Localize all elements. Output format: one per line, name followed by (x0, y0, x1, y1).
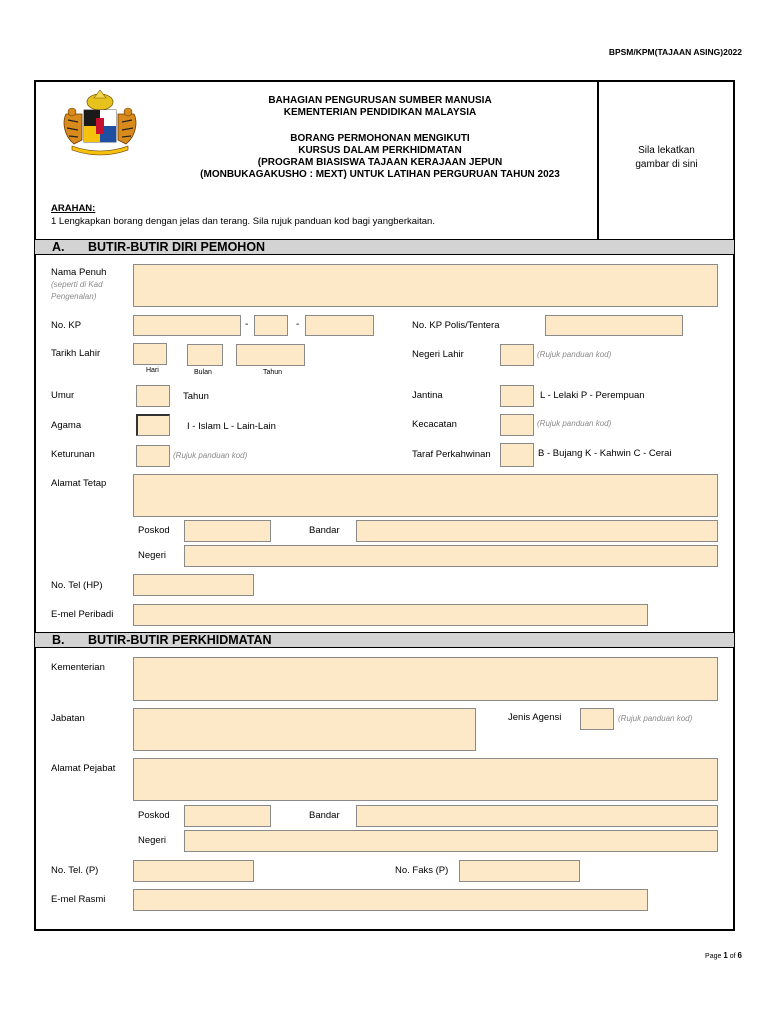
tel-hp-field[interactable] (133, 574, 254, 596)
page-current: 1 (723, 951, 728, 960)
emel-rasmi-field[interactable] (133, 889, 648, 911)
form-title-1: BORANG PERMOHONAN MENGIKUTI (290, 133, 470, 144)
faks-field[interactable] (459, 860, 580, 882)
section-a-header (35, 239, 734, 255)
poskod-field-a[interactable] (184, 520, 271, 542)
agama-label: Agama (51, 420, 82, 431)
keturunan-label: Keturunan (51, 449, 95, 460)
nokp-label: No. KP (51, 320, 82, 331)
nokp-part3-field[interactable] (305, 315, 374, 336)
negeri-lahir-hint: (Rujuk panduan kod) (537, 350, 612, 359)
negeri-lahir-field[interactable] (500, 344, 534, 366)
umur-field[interactable] (136, 385, 170, 407)
jantina-codes: L - Lelaki P - Perempuan (540, 390, 645, 401)
form-title-4: (MONBUKAGAKUSHO : MEXT) UNTUK LATIHAN PERGURUAN TAHUN 2023 (200, 169, 560, 180)
jenis-agensi-hint: (Rujuk panduan kod) (618, 714, 693, 723)
jenis-agensi-field[interactable] (580, 708, 614, 730)
kementerian-field[interactable] (133, 657, 718, 701)
faks-label: No. Faks (P) (395, 865, 449, 876)
bandar-field-a[interactable] (356, 520, 718, 542)
tahun-caption: Tahun (263, 369, 283, 376)
bandar-field-b[interactable] (356, 805, 718, 827)
jabatan-field[interactable] (133, 708, 476, 751)
nama-label: Nama Penuh (51, 267, 107, 278)
kecacatan-label: Kecacatan (412, 419, 457, 430)
agama-field[interactable] (136, 414, 170, 436)
tarikh-lahir-label: Tarikh Lahir (51, 348, 101, 359)
poskod-label-b: Poskod (138, 810, 170, 821)
tel-hp-label: No. Tel (HP) (51, 580, 103, 591)
tarikh-bulan-field[interactable] (187, 344, 223, 366)
nama-hint-1: (seperti di Kad (51, 280, 103, 289)
page-word: Page (705, 953, 722, 960)
negeri-label-a: Negeri (138, 550, 166, 561)
kementerian-label: Kementerian (51, 662, 105, 673)
header-dept: BAHAGIAN PENGURUSAN SUMBER MANUSIA (268, 95, 492, 106)
taraf-codes: B - Bujang K - Kahwin C - Cerai (538, 448, 672, 459)
kecacatan-hint: (Rujuk panduan kod) (537, 419, 612, 428)
emel-peribadi-field[interactable] (133, 604, 648, 626)
jata-negara-crest-icon (58, 88, 142, 160)
taraf-field[interactable] (500, 443, 534, 467)
nama-hint-2: Pengenalan) (51, 292, 97, 301)
nokp-part1-field[interactable] (133, 315, 241, 336)
photo-note-1: Sila lekatkan (638, 145, 695, 156)
alamat-tetap-label: Alamat Tetap (51, 478, 107, 489)
tarikh-tahun-field[interactable] (236, 344, 305, 366)
alamat-tetap-field[interactable] (133, 474, 718, 517)
alamat-pejabat-field[interactable] (133, 758, 718, 801)
poskod-field-b[interactable] (184, 805, 271, 827)
kp-polis-field[interactable] (545, 315, 683, 336)
kecacatan-field[interactable] (500, 414, 534, 436)
keturunan-hint: (Rujuk panduan kod) (173, 451, 248, 460)
instructions-title: ARAHAN: (51, 203, 96, 214)
tel-pejabat-field[interactable] (133, 860, 254, 882)
instructions-text: 1 Lengkapkan borang dengan jelas dan terang. Sila rujuk panduan kod bagi yangberkaitan. (51, 216, 435, 227)
negeri-label-b: Negeri (138, 835, 166, 846)
tarikh-hari-field[interactable] (133, 343, 167, 365)
negeri-field-a[interactable] (184, 545, 718, 567)
jenis-agensi-label: Jenis Agensi (508, 712, 562, 723)
poskod-label-a: Poskod (138, 525, 170, 536)
emel-peribadi-label: E-mel Peribadi (51, 609, 114, 620)
bandar-label-b: Bandar (309, 810, 340, 821)
section-b-header (35, 632, 734, 648)
hari-caption: Hari (146, 367, 159, 374)
kp-polis-label: No. KP Polis/Tentera (412, 320, 500, 331)
header-ministry: KEMENTERIAN PENDIDIKAN MALAYSIA (283, 107, 477, 118)
jantina-field[interactable] (500, 385, 534, 407)
page-number (705, 951, 742, 960)
negeri-field-b[interactable] (184, 830, 718, 852)
form-title-2: KURSUS DALAM PERKHIDMATAN (298, 145, 462, 156)
umur-label: Umur (51, 390, 75, 401)
page-total: 6 (737, 951, 742, 960)
negeri-lahir-label: Negeri Lahir (412, 349, 464, 360)
section-a-letter: A. (52, 240, 65, 254)
bandar-label-a: Bandar (309, 525, 340, 536)
umur-unit: Tahun (183, 391, 209, 402)
emel-rasmi-label: E-mel Rasmi (51, 894, 106, 905)
photo-note-2: gambar di sini (635, 159, 698, 170)
nokp-dash-2: - (296, 319, 300, 330)
nokp-dash-1: - (245, 319, 249, 330)
form-title-3: (PROGRAM BIASISWA TAJAAN KERAJAAN JEPUN (257, 157, 503, 168)
alamat-pejabat-label: Alamat Pejabat (51, 763, 116, 774)
jantina-label: Jantina (412, 390, 443, 401)
taraf-label: Taraf Perkahwinan (412, 449, 491, 460)
photo-placeholder (599, 144, 734, 172)
section-b-title: BUTIR-BUTIR PERKHIDMATAN (88, 633, 272, 647)
jabatan-label: Jabatan (51, 713, 85, 724)
agama-codes: I - Islam L - Lain-Lain (187, 421, 276, 432)
keturunan-field[interactable] (136, 445, 170, 467)
section-b-letter: B. (52, 633, 65, 647)
page-of: of (729, 953, 736, 960)
section-a-title: BUTIR-BUTIR DIRI PEMOHON (88, 240, 266, 254)
nama-penuh-field[interactable] (133, 264, 718, 307)
bulan-caption: Bulan (194, 369, 212, 376)
document-reference: BPSM/KPM(TAJAAN ASING)2022 (608, 47, 742, 57)
nokp-part2-field[interactable] (254, 315, 288, 336)
tel-pejabat-label: No. Tel. (P) (51, 865, 99, 876)
